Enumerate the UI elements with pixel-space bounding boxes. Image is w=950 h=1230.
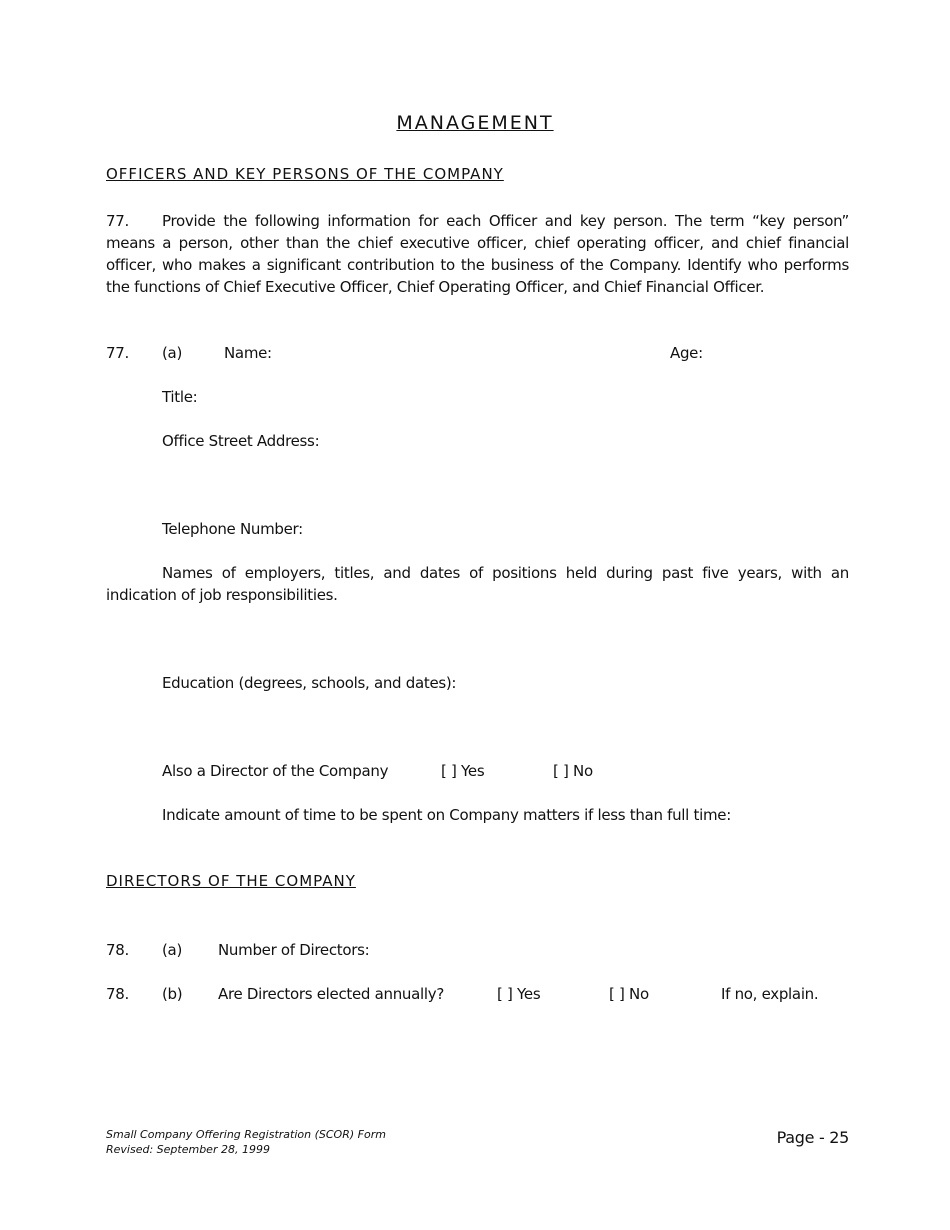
section-heading-officers: OFFICERS AND KEY PERSONS OF THE COMPANY [106, 165, 504, 183]
elected-annually-label: Are Directors elected annually? [218, 985, 444, 1003]
education-label: Education (degrees, schools, and dates): [162, 674, 457, 692]
elected-no-checkbox[interactable]: [ ] No [609, 985, 649, 1003]
question-number: 77. [106, 212, 129, 230]
footer-form-info [106, 1127, 386, 1157]
item-letter: (a) [162, 941, 182, 959]
director-no-checkbox[interactable]: [ ] No [553, 762, 593, 780]
section-heading-directors: DIRECTORS OF THE COMPANY [106, 872, 356, 890]
age-label: Age: [670, 344, 703, 362]
director-label: Also a Director of the Company [162, 762, 389, 780]
elected-yes-checkbox[interactable]: [ ] Yes [497, 985, 541, 1003]
footer-revised-date: Revised: September 28, 1999 [106, 1143, 270, 1156]
phone-label: Telephone Number: [162, 520, 303, 538]
item-number: 78. [106, 985, 129, 1003]
question-77-intro [106, 210, 849, 298]
item-number: 77. [106, 344, 129, 362]
page-number: Page - 25 [776, 1128, 849, 1147]
footer-form-name: Small Company Offering Registration (SCOR) Form [106, 1128, 386, 1141]
address-label: Office Street Address: [162, 432, 320, 450]
time-label: Indicate amount of time to be spent on Company matters if less than full time: [162, 806, 731, 824]
question-text: Provide the following information for each Officer and key person. The term “key person” means a person, other than the chief executive officer, chief operating officer, and chief financial officer, who makes a significant contribution to the business of the Company. Identify who performs the functions of Chief Executive Officer, Chief Operating Officer, and Chief Financial Officer. [106, 212, 849, 296]
item-number: 78. [106, 941, 129, 959]
page-title: MANAGEMENT [396, 112, 554, 134]
employers-label: Names of employers, titles, and dates of positions held during past five years, with an indication of job responsibilities. [106, 564, 849, 604]
number-of-directors-label: Number of Directors: [218, 941, 370, 959]
item-letter: (a) [162, 344, 182, 362]
title-label: Title: [162, 388, 198, 406]
explain-label: If no, explain. [721, 985, 819, 1003]
director-yes-checkbox[interactable]: [ ] Yes [441, 762, 485, 780]
item-letter: (b) [162, 985, 183, 1003]
name-label: Name: [224, 344, 272, 362]
